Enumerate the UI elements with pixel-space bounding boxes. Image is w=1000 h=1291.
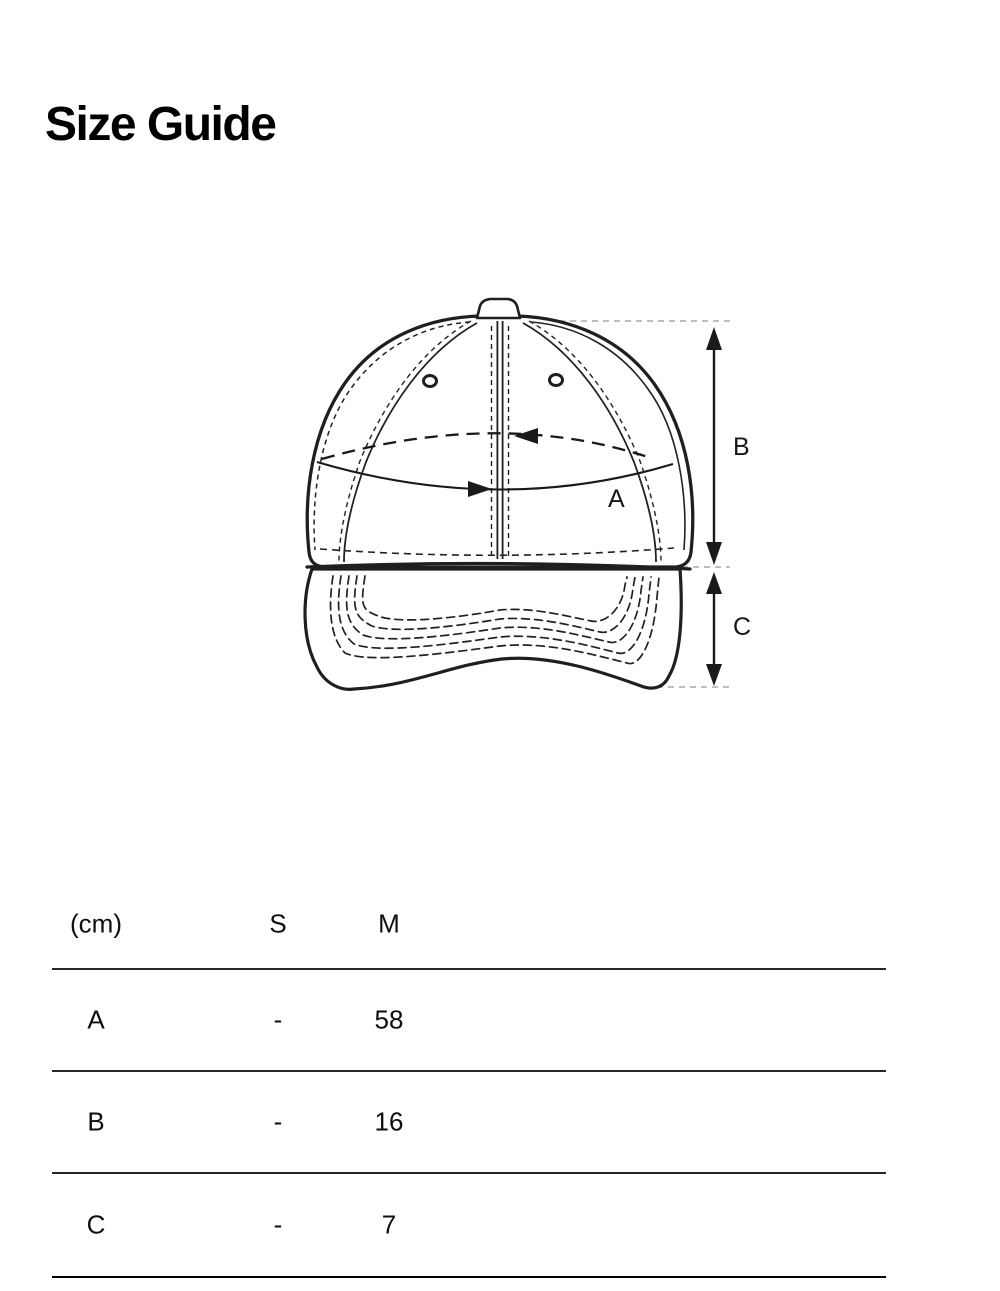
table-row-c xyxy=(52,1174,886,1278)
page-title: Size Guide xyxy=(45,98,276,151)
dimension-arrow-b xyxy=(706,327,722,565)
cell-s-value: - xyxy=(273,1004,283,1035)
diagram-label-a: A xyxy=(608,485,625,513)
cell-m-value: 16 xyxy=(374,1106,404,1137)
arrowhead-up-icon xyxy=(706,572,722,594)
row-label: C xyxy=(86,1209,106,1240)
row-label: B xyxy=(87,1106,105,1137)
top-button xyxy=(477,299,520,318)
unit-label: (cm) xyxy=(70,908,122,939)
column-header-s: S xyxy=(269,908,287,939)
row-label: A xyxy=(87,1004,105,1035)
cell-m-value: 7 xyxy=(381,1209,397,1240)
size-table-header-row xyxy=(52,880,886,970)
diagram-label-c: C xyxy=(733,613,752,641)
arrowhead-down-icon xyxy=(706,664,722,686)
dimension-arrow-c xyxy=(706,572,722,686)
left-eyelet xyxy=(424,376,437,387)
crown-outline xyxy=(307,315,692,567)
table-row-b xyxy=(52,1072,886,1174)
diagram-label-b: B xyxy=(733,433,750,461)
table-row-a xyxy=(52,970,886,1072)
cell-s-value: - xyxy=(273,1106,283,1137)
cap-brim xyxy=(305,569,681,689)
right-eyelet xyxy=(550,375,563,386)
column-header-m: M xyxy=(378,908,400,939)
size-table xyxy=(52,880,886,1278)
arrowhead-up-icon xyxy=(706,327,722,350)
arrowhead-down-icon xyxy=(706,542,722,565)
cell-s-value: - xyxy=(273,1209,283,1240)
cell-m-value: 58 xyxy=(374,1004,404,1035)
